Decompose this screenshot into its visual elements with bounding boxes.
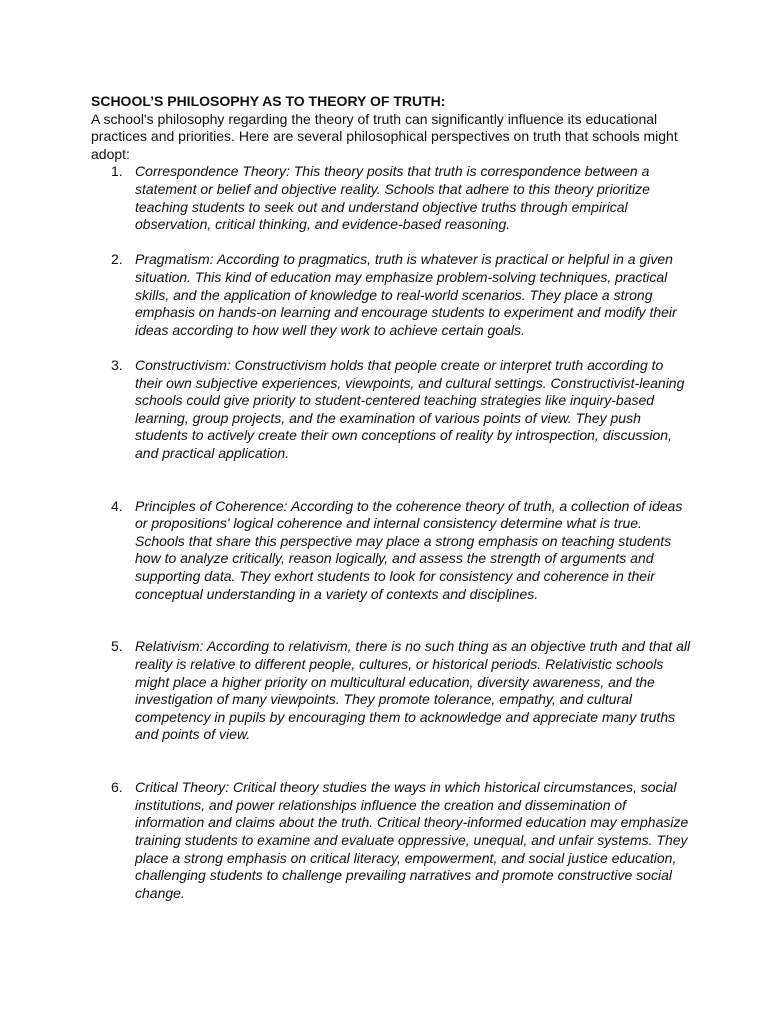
list-item-text: Critical Theory: Critical theory studies the ways in which historical circumstances, social institutions, and power relationships influence the creation and dissemination of information and claims about the truth. Critical theory-informed education may emphasize training students to examine and evaluate oppressive, unequal, and unfair systems. They place a strong emphasis on critical literacy, empowerment, and social justice education, challenging students to challenge prevailing narratives and promote constructive social change. bbox=[135, 779, 689, 901]
list-item-text: Principles of Coherence: According to the coherence theory of truth, a collection of ideas or propositions' logical coherence and internal consistency determine what is true. Schools that share this perspective may place a strong emphasis on teaching students how to analyze critically, reason logically, and assess the strength of arguments and supporting data. They exhort students to look for consistency and coherence in their conceptual understanding in a variety of contexts and disciplines. bbox=[135, 497, 683, 602]
list-item-number: 2. bbox=[111, 251, 123, 268]
list-item-number: 6. bbox=[111, 779, 123, 796]
list-item-number: 4. bbox=[111, 497, 123, 514]
list-item-critical-theory bbox=[91, 779, 691, 902]
list-item-correspondence-theory bbox=[91, 163, 691, 233]
list-item-text: Relativism: According to relativism, there is no such thing as an objective truth and that all reality is relative to different people, cultures, or historical periods. Relativistic schools might place a higher priority on multicultural education, diversity awareness, and the investigation of many viewpoints. They promote tolerance, empathy, and cultural competency in pupils by encouraging them to acknowledge and appreciate many truths and points of view. bbox=[135, 638, 691, 743]
document-title: SCHOOL’S PHILOSOPHY AS TO THEORY OF TRUTH: bbox=[91, 93, 446, 109]
intro-paragraph: A school's philosophy regarding the theory of truth can significantly influence its educational practices and priorities. Here are several philosophical perspectives on truth that schools might adopt: bbox=[91, 110, 678, 162]
list-item-number: 1. bbox=[111, 163, 123, 180]
list-item-principles-of-coherence bbox=[91, 498, 691, 604]
list-item-text: Pragmatism: According to pragmatics, truth is whatever is practical or helpful in a given situation. This kind of education may emphasize problem-solving techniques, practical skills, and the application of knowledge to real-world scenarios. They place a strong emphasis on hands-on learning and encourage students to experiment and modify their ideas according to how well they work to achieve certain goals. bbox=[135, 251, 677, 338]
list-item-constructivism bbox=[91, 357, 691, 463]
document-content bbox=[91, 93, 691, 902]
perspectives-list bbox=[91, 163, 691, 902]
list-item-relativism bbox=[91, 638, 691, 744]
list-item-text: Correspondence Theory: This theory posits that truth is correspondence between a statement or belief and objective reality. Schools that adhere to this theory prioritize teaching students to seek out and understand objective truths through empirical observation, critical thinking, and evidence-based reasoning. bbox=[135, 163, 650, 233]
list-item-number: 5. bbox=[111, 638, 123, 655]
list-item-text: Constructivism: Constructivism holds that people create or interpret truth according to their own subjective experiences, viewpoints, and cultural settings. Constructivist-leaning schools could give priority to student-centered teaching strategies like inquiry-based learning, group projects, and the examination of various points of view. They push students to actively create their own conceptions of reality by introspection, discussion, and practical application. bbox=[135, 356, 685, 461]
list-item-number: 3. bbox=[111, 356, 123, 373]
list-item-pragmatism bbox=[91, 251, 691, 339]
